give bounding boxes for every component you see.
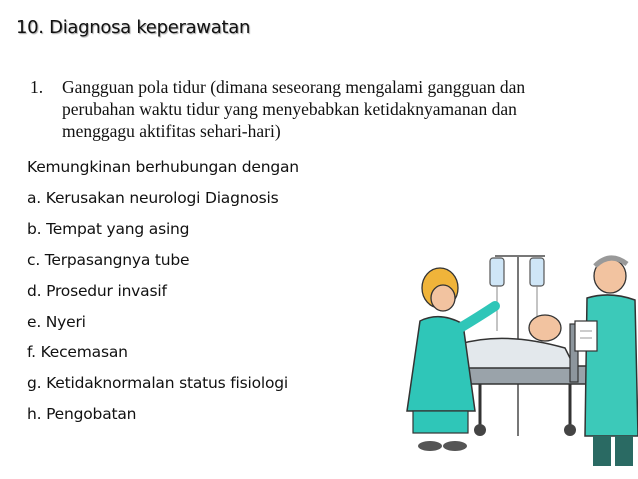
cause-item: d. Prosedur invasif <box>27 282 167 300</box>
cause-item: b. Tempat yang asing <box>27 220 190 238</box>
item-number: 1. <box>30 77 44 97</box>
cause-item: g. Ketidaknormalan status fisiologi <box>27 374 288 392</box>
item-text: Gangguan pola tidur (dimana seseorang mengalami gangguan dan perubahan waktu tidur yang menyebabkan ketidaknyamanan dan menggagu aktifitas sehari-hari) <box>62 77 526 141</box>
cause-item: f. Kecemasan <box>27 343 128 361</box>
cause-item: c. Terpasangnya tube <box>27 251 190 269</box>
slide-title: 10. Diagnosa keperawatan <box>16 17 251 38</box>
lead-text: Kemungkinan berhubungan dengan <box>27 158 299 176</box>
hospital-bed-icon <box>460 315 590 436</box>
cause-item: h. Pengobatan <box>27 405 137 423</box>
hospital-illustration <box>405 236 638 479</box>
doctor-figure-icon <box>575 258 638 466</box>
cause-item: e. Nyeri <box>27 313 86 331</box>
cause-item: a. Kerusakan neurologi Diagnosis <box>27 189 279 207</box>
